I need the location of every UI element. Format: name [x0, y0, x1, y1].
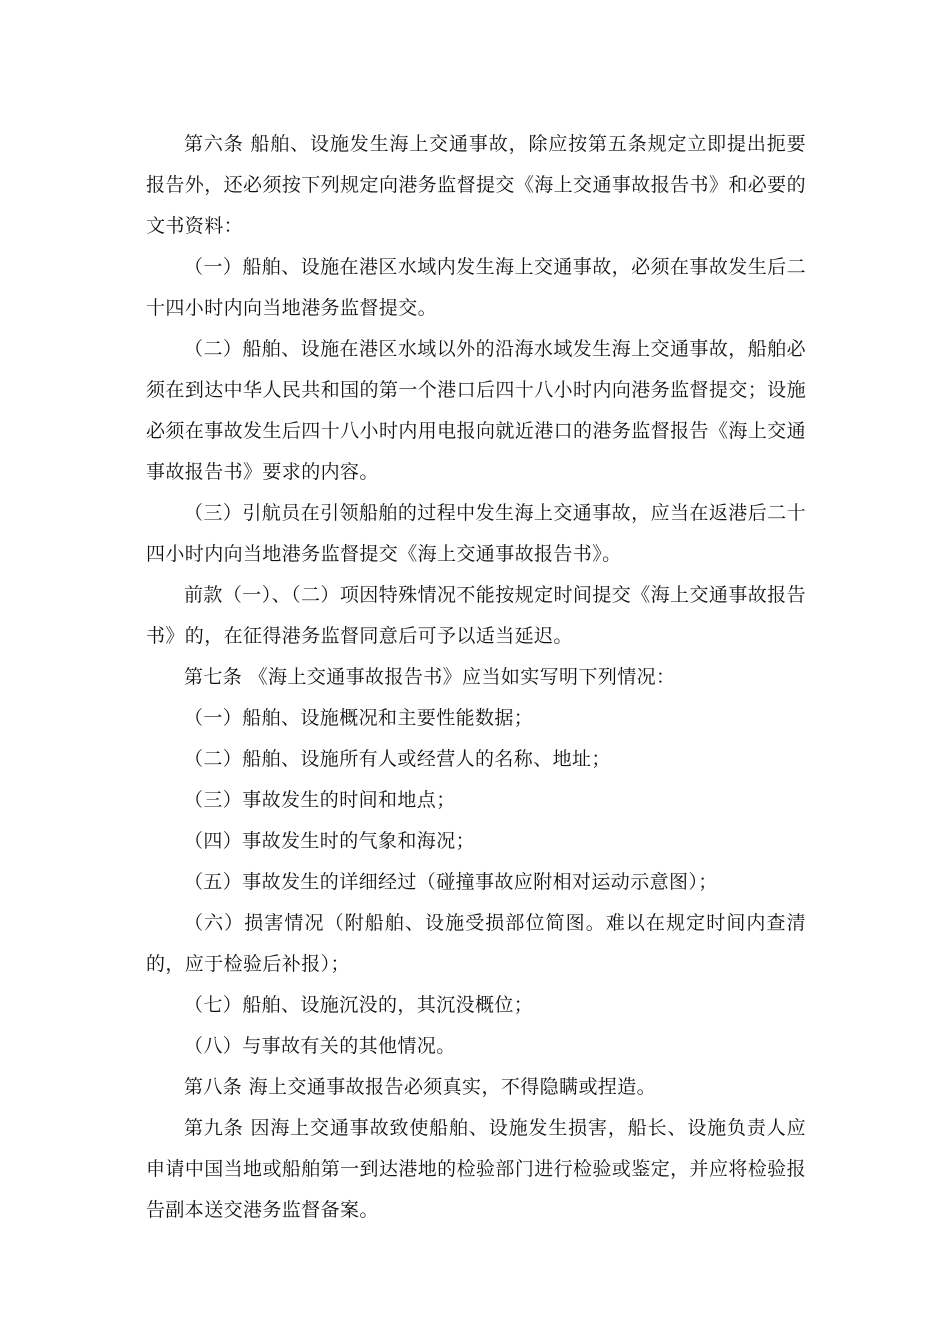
article-7-intro: 第七条 《海上交通事故报告书》应当如实写明下列情况：	[184, 666, 676, 688]
article-7-item-6: （六）损害情况（附船舶、设施受损部位简图。难以在规定时间内查清的，应于检验后补报）；	[146, 912, 806, 975]
article-7-item-4: （四）事故发生时的气象和海况；	[184, 830, 476, 852]
article-7-item-2: （二）船舶、设施所有人或经营人的名称、地址；	[184, 748, 611, 770]
article-7-item-1: （一）船舶、设施概况和主要性能数据；	[184, 707, 534, 729]
document-body	[146, 124, 806, 1231]
article-6-intro: 第六条 船舶、设施发生海上交通事故，除应按第五条规定立即提出扼要报告外，还必须按下列规定向港务监督提交《海上交通事故报告书》和必要的文书资料：	[146, 133, 806, 237]
article-7-item-7: （七）船舶、设施沉没的，其沉没概位；	[184, 994, 534, 1016]
article-7-item-8: （八）与事故有关的其他情况。	[184, 1035, 456, 1057]
article-8: 第八条 海上交通事故报告必须真实，不得隐瞒或捏造。	[184, 1076, 657, 1098]
article-6-item-3: （三）引航员在引领船舶的过程中发生海上交通事故，应当在返港后二十四小时内向当地港务监督提交《海上交通事故报告书》。	[146, 502, 806, 565]
article-6-note: 前款（一）、（二）项因特殊情况不能按规定时间提交《海上交通事故报告书》的，在征得港务监督同意后可予以适当延迟。	[146, 584, 806, 647]
article-6-item-1: （一）船舶、设施在港区水域内发生海上交通事故，必须在事故发生后二十四小时内向当地港务监督提交。	[146, 256, 806, 319]
article-6-item-2: （二）船舶、设施在港区水域以外的沿海水域发生海上交通事故，船舶必须在到达中华人民共和国的第一个港口后四十八小时内向港务监督提交；设施必须在事故发生后四十八小时内用电报向就近港口的港务监督报告《海上交通事故报告书》要求的内容。	[146, 338, 806, 483]
article-9: 第九条 因海上交通事故致使船舶、设施发生损害，船长、设施负责人应申请中国当地或船舶第一到达港地的检验部门进行检验或鉴定，并应将检验报告副本送交港务监督备案。	[146, 1117, 806, 1221]
article-7-item-5: （五）事故发生的详细经过（碰撞事故应附相对运动示意图）；	[184, 871, 718, 893]
article-7-item-3: （三）事故发生的时间和地点；	[184, 789, 456, 811]
